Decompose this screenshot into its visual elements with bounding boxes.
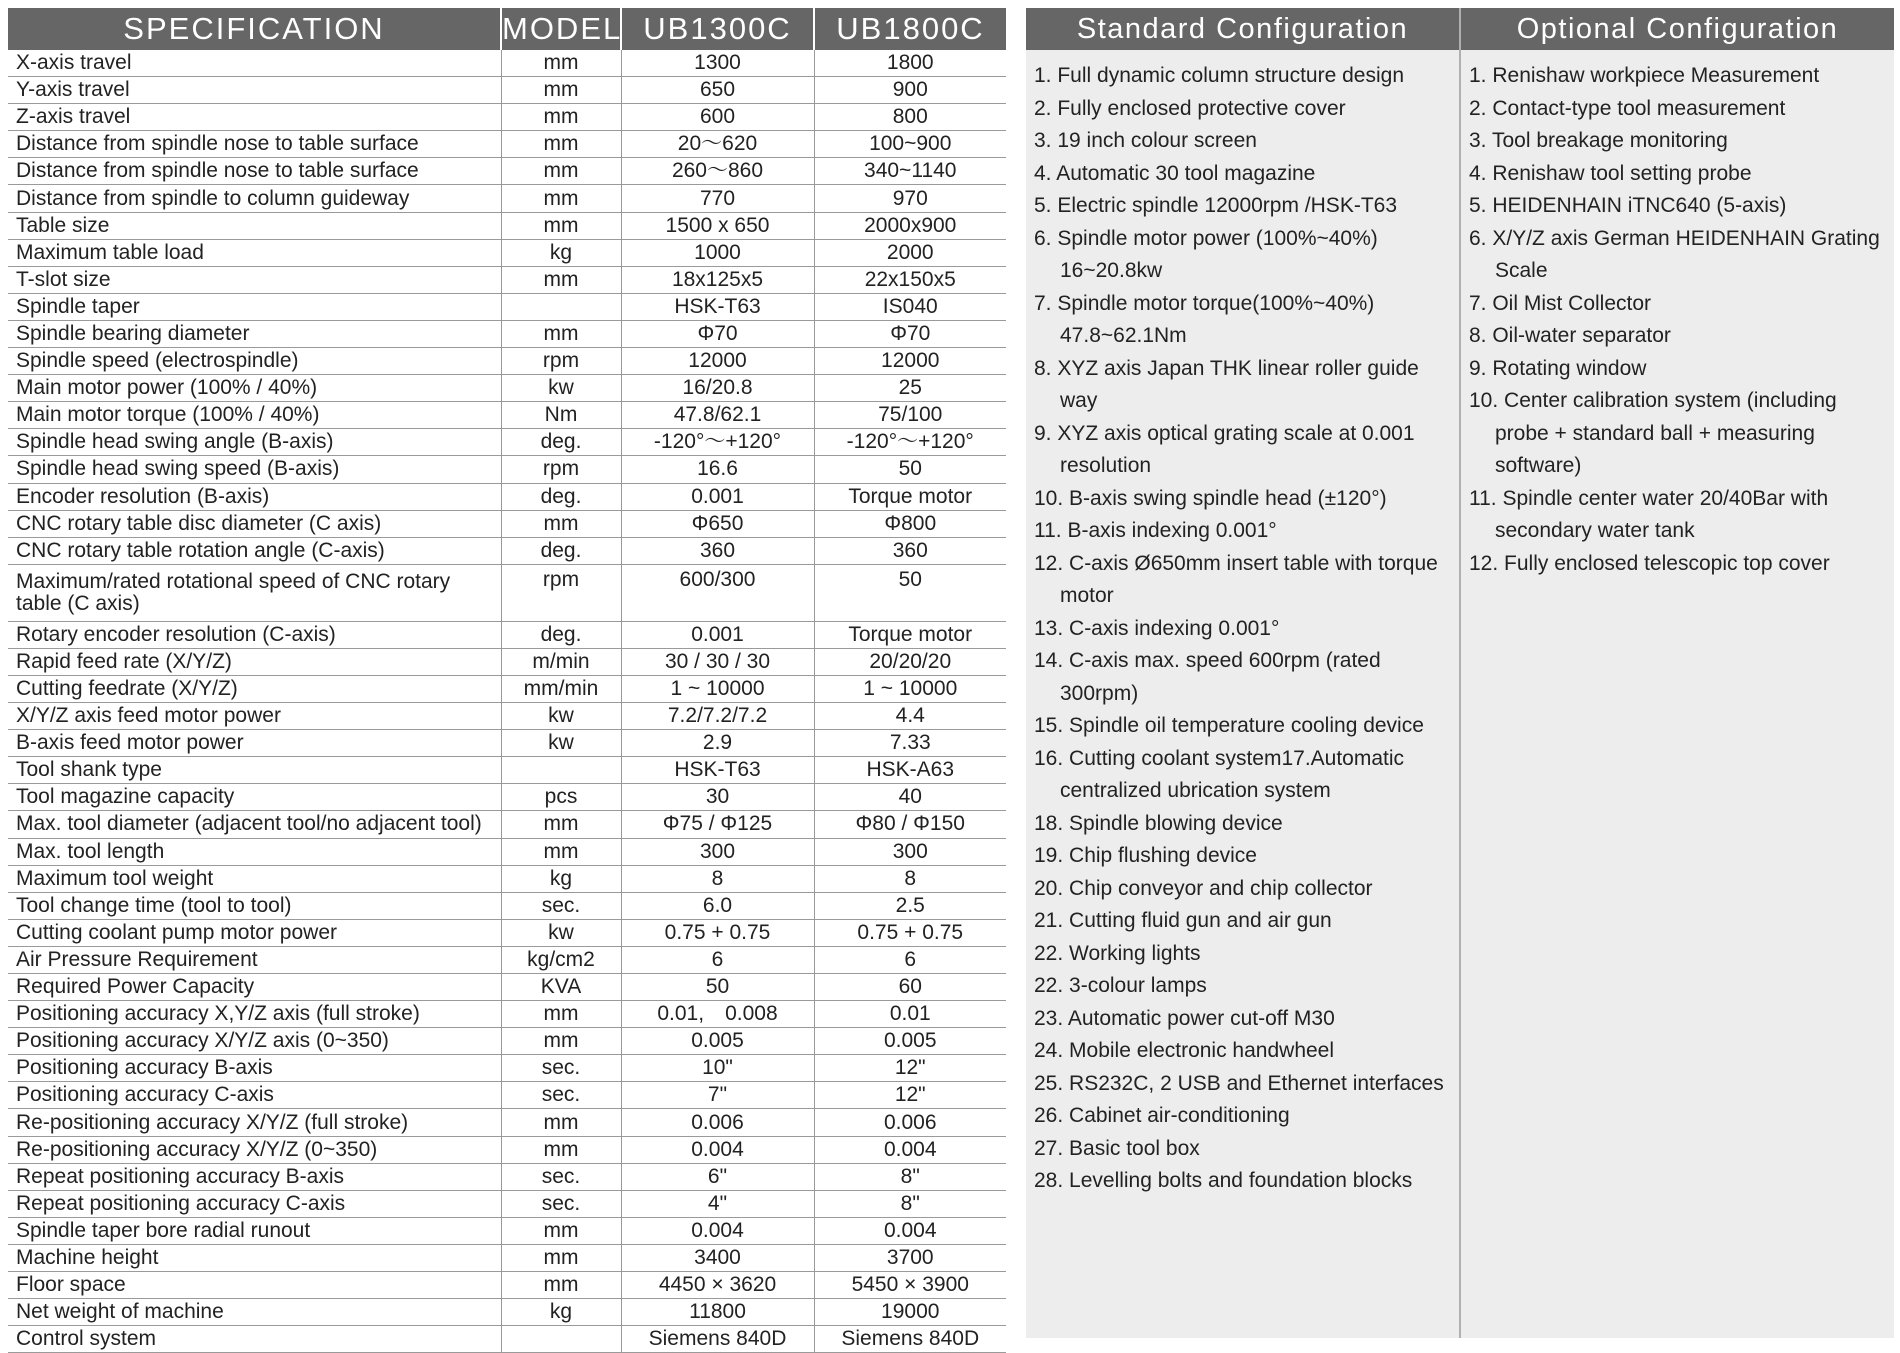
spec-row: [8, 892, 1006, 919]
spec-ub1300c-cell: 600/300: [621, 564, 814, 621]
spec-ub1300c-cell: Φ75 / Φ125: [621, 811, 814, 838]
spec-row: [8, 730, 1006, 757]
spec-ub1300c-cell: Φ70: [621, 320, 814, 347]
optional-config-item: 4. Renishaw tool setting probe: [1469, 161, 1752, 185]
spec-ub1800c-cell: 12": [814, 1082, 1006, 1109]
spec-unit-cell: mm: [501, 1272, 621, 1299]
spec-ub1800c-cell: 2000x900: [814, 212, 1006, 239]
optional-config-item: 12. Fully enclosed telescopic top cover: [1469, 551, 1830, 575]
spec-unit-cell: mm: [501, 1217, 621, 1244]
spec-unit-cell: [501, 293, 621, 320]
spec-name-cell: CNC rotary table disc diameter (C axis): [8, 510, 501, 537]
spec-name-cell: Net weight of machine: [8, 1299, 501, 1326]
spec-ub1300c-cell: 1300: [621, 50, 814, 77]
spec-unit-cell: kw: [501, 703, 621, 730]
spec-name-cell: Positioning accuracy X/Y/Z axis (0~350): [8, 1028, 501, 1055]
spec-ub1300c-cell: 18x125x5: [621, 266, 814, 293]
spec-row: [8, 1272, 1006, 1299]
spec-row: [8, 348, 1006, 375]
spec-ub1300c-cell: 11800: [621, 1299, 814, 1326]
optional-config-item: 2. Contact-type tool measurement: [1469, 96, 1786, 120]
spec-ub1300c-cell: 6.0: [621, 892, 814, 919]
spec-unit-cell: rpm: [501, 456, 621, 483]
spec-name-cell: Maximum tool weight: [8, 865, 501, 892]
spec-ub1300c-cell: 0.004: [621, 1217, 814, 1244]
spec-ub1800c-cell: 0.004: [814, 1136, 1006, 1163]
spec-unit-cell: mm: [501, 811, 621, 838]
spec-unit-cell: mm/min: [501, 675, 621, 702]
spec-row: [8, 648, 1006, 675]
spec-name-cell: Tool magazine capacity: [8, 784, 501, 811]
optional-config-item: 8. Oil-water separator: [1469, 324, 1671, 347]
spec-ub1300c-cell: 6": [621, 1163, 814, 1190]
spec-ub1300c-cell: 0.001: [621, 621, 814, 648]
standard-config-item: 23. Automatic power cut-off M30: [1034, 1006, 1335, 1030]
spec-ub1800c-cell: 12000: [814, 348, 1006, 375]
standard-config-item: 24. Mobile electronic handwheel: [1034, 1039, 1335, 1062]
spec-ub1800c-cell: 25: [814, 375, 1006, 402]
spec-ub1800c-cell: 50: [814, 456, 1006, 483]
spec-row: [8, 1001, 1006, 1028]
spec-ub1300c-cell: 360: [621, 537, 814, 564]
spec-ub1300c-cell: 0.006: [621, 1109, 814, 1136]
spec-ub1300c-cell: 770: [621, 185, 814, 212]
standard-config-item: 7. Spindle motor torque(100%~40%) 47.8~62.1Nm: [1034, 291, 1375, 347]
spec-unit-cell: mm: [501, 1136, 621, 1163]
spec-ub1800c-cell: Torque motor: [814, 483, 1006, 510]
spec-ub1300c-cell: 6: [621, 946, 814, 973]
header-specification: SPECIFICATION: [8, 8, 501, 50]
spec-name-cell: Encoder resolution (B-axis): [8, 483, 501, 510]
spec-unit-cell: mm: [501, 104, 621, 131]
spec-row: [8, 131, 1006, 158]
spec-ub1300c-cell: 4450 × 3620: [621, 1272, 814, 1299]
spec-row: [8, 784, 1006, 811]
standard-configuration-panel: [1026, 8, 1459, 1338]
spec-ub1300c-cell: HSK-T63: [621, 293, 814, 320]
spec-name-cell: Re-positioning accuracy X/Y/Z (full stroke): [8, 1109, 501, 1136]
spec-row: [8, 865, 1006, 892]
spec-unit-cell: kg: [501, 865, 621, 892]
spec-ub1300c-cell: 3400: [621, 1244, 814, 1271]
spec-ub1800c-cell: 60: [814, 974, 1006, 1001]
spec-ub1800c-cell: 1 ~ 10000: [814, 675, 1006, 702]
spec-unit-cell: mm: [501, 50, 621, 77]
spec-ub1300c-cell: 0.01, 0.008: [621, 1001, 814, 1028]
spec-ub1800c-cell: 0.01: [814, 1001, 1006, 1028]
optional-configuration-panel: [1461, 8, 1894, 1338]
spec-ub1800c-cell: 970: [814, 185, 1006, 212]
spec-ub1800c-cell: Φ800: [814, 510, 1006, 537]
spec-name-cell: Machine height: [8, 1244, 501, 1271]
spec-ub1300c-cell: 0.004: [621, 1136, 814, 1163]
optional-config-item: 7. Oil Mist Collector: [1469, 291, 1652, 315]
spec-row: [8, 375, 1006, 402]
spec-unit-cell: mm: [501, 266, 621, 293]
spec-ub1800c-cell: Φ80 / Φ150: [814, 811, 1006, 838]
spec-ub1800c-cell: 75/100: [814, 402, 1006, 429]
spec-name-cell: Tool shank type: [8, 757, 501, 784]
spec-ub1800c-cell: IS040: [814, 293, 1006, 320]
spec-ub1300c-cell: 650: [621, 77, 814, 104]
optional-config-item: 1. Renishaw workpiece Measurement: [1469, 64, 1820, 87]
spec-name-cell: Required Power Capacity: [8, 974, 501, 1001]
spec-ub1300c-cell: 0.005: [621, 1028, 814, 1055]
spec-name-cell: Main motor torque (100% / 40%): [8, 402, 501, 429]
spec-row: [8, 974, 1006, 1001]
spec-unit-cell: kg: [501, 239, 621, 266]
spec-ub1800c-cell: 5450 × 3900: [814, 1272, 1006, 1299]
standard-config-item: 3. 19 inch colour screen: [1034, 129, 1257, 152]
spec-name-cell: Spindle speed (electrospindle): [8, 348, 501, 375]
spec-ub1800c-cell: 8": [814, 1163, 1006, 1190]
spec-ub1300c-cell: 47.8/62.1: [621, 402, 814, 429]
spec-name-cell: Z-axis travel: [8, 104, 501, 131]
spec-ub1800c-cell: 0.005: [814, 1028, 1006, 1055]
spec-ub1800c-cell: Siemens 840D: [814, 1326, 1006, 1353]
standard-config-item: 20. Chip conveyor and chip collector: [1034, 876, 1373, 900]
standard-config-item: 21. Cutting fluid gun and air gun: [1034, 909, 1332, 932]
spec-ub1300c-cell: 8: [621, 865, 814, 892]
spec-name-cell: Maximum/rated rotational speed of CNC rotary table (C axis): [8, 564, 501, 621]
spec-name-cell: Y-axis travel: [8, 77, 501, 104]
spec-row: [8, 510, 1006, 537]
spec-ub1800c-cell: 360: [814, 537, 1006, 564]
spec-unit-cell: pcs: [501, 784, 621, 811]
spec-name-cell: Repeat positioning accuracy B-axis: [8, 1163, 501, 1190]
spec-row: [8, 1028, 1006, 1055]
spec-ub1800c-cell: 8": [814, 1190, 1006, 1217]
spec-name-cell: Rapid feed rate (X/Y/Z): [8, 648, 501, 675]
spec-name-cell: Distance from spindle nose to table surface: [8, 131, 501, 158]
spec-ub1300c-cell: HSK-T63: [621, 757, 814, 784]
optional-config-item: 11. Spindle center water 20/40Bar with secondary water tank: [1469, 486, 1829, 542]
spec-ub1300c-cell: 300: [621, 838, 814, 865]
spec-name-cell: Max. tool length: [8, 838, 501, 865]
spec-row: [8, 1326, 1006, 1353]
spec-ub1300c-cell: 7": [621, 1082, 814, 1109]
standard-config-item: 6. Spindle motor power (100%~40%) 16~20.8kw: [1034, 226, 1378, 282]
spec-ub1300c-cell: 1500 x 650: [621, 212, 814, 239]
spec-unit-cell: mm: [501, 158, 621, 185]
spec-unit-cell: kg/cm2: [501, 946, 621, 973]
standard-configuration-title: Standard Configuration: [1026, 8, 1459, 50]
spec-ub1800c-cell: 7.33: [814, 730, 1006, 757]
spec-unit-cell: kw: [501, 375, 621, 402]
spec-ub1300c-cell: Siemens 840D: [621, 1326, 814, 1353]
spec-row: [8, 483, 1006, 510]
spec-row: [8, 50, 1006, 77]
standard-config-item: 2. Fully enclosed protective cover: [1034, 96, 1346, 120]
standard-config-item: 19. Chip flushing device: [1034, 844, 1257, 867]
spec-ub1800c-cell: 50: [814, 564, 1006, 621]
optional-config-item: 6. X/Y/Z axis German HEIDENHAIN Grating Scale: [1469, 226, 1880, 282]
spec-name-cell: Repeat positioning accuracy C-axis: [8, 1190, 501, 1217]
spec-unit-cell: Nm: [501, 402, 621, 429]
spec-name-cell: Positioning accuracy C-axis: [8, 1082, 501, 1109]
standard-config-item: 22. 3-colour lamps: [1034, 974, 1207, 997]
standard-config-item: 27. Basic tool box: [1034, 1136, 1200, 1160]
spec-ub1300c-cell: 1 ~ 10000: [621, 675, 814, 702]
spec-row: [8, 104, 1006, 131]
standard-config-item: 28. Levelling bolts and foundation blocks: [1034, 1169, 1413, 1192]
spec-ub1800c-cell: Torque motor: [814, 621, 1006, 648]
standard-config-item: 4. Automatic 30 tool magazine: [1034, 161, 1316, 185]
spec-ub1800c-cell: 300: [814, 838, 1006, 865]
spec-name-cell: Table size: [8, 212, 501, 239]
spec-row: [8, 320, 1006, 347]
spec-unit-cell: mm: [501, 1001, 621, 1028]
spec-ub1800c-cell: 2.5: [814, 892, 1006, 919]
spec-row: [8, 1082, 1006, 1109]
spec-unit-cell: mm: [501, 77, 621, 104]
spec-unit-cell: m/min: [501, 648, 621, 675]
spec-unit-cell: mm: [501, 320, 621, 347]
optional-configuration-title: Optional Configuration: [1461, 8, 1894, 50]
header-ub1800c: UB1800C: [814, 8, 1006, 50]
spec-ub1300c-cell: 12000: [621, 348, 814, 375]
spec-row: [8, 1217, 1006, 1244]
spec-ub1300c-cell: Φ650: [621, 510, 814, 537]
spec-row: [8, 1163, 1006, 1190]
spec-row: [8, 429, 1006, 456]
spec-row: [8, 212, 1006, 239]
spec-name-cell: Spindle bearing diameter: [8, 320, 501, 347]
standard-config-item: 25. RS232C, 2 USB and Ethernet interfaces: [1034, 1071, 1444, 1095]
spec-unit-cell: sec.: [501, 892, 621, 919]
spec-ub1300c-cell: 260～860: [621, 158, 814, 185]
spec-unit-cell: mm: [501, 1028, 621, 1055]
spec-name-cell: Max. tool diameter (adjacent tool/no adjacent tool): [8, 811, 501, 838]
spec-unit-cell: kg: [501, 1299, 621, 1326]
spec-row: [8, 1299, 1006, 1326]
spec-unit-cell: sec.: [501, 1082, 621, 1109]
spec-name-cell: T-slot size: [8, 266, 501, 293]
standard-config-item: 11. B-axis indexing 0.001°: [1034, 519, 1277, 542]
spec-unit-cell: KVA: [501, 974, 621, 1001]
standard-config-item: 10. B-axis swing spindle head (±120°): [1034, 486, 1387, 510]
optional-configuration-list: [1461, 50, 1894, 580]
spec-ub1800c-cell: 900: [814, 77, 1006, 104]
spec-ub1300c-cell: 0.001: [621, 483, 814, 510]
spec-row: [8, 946, 1006, 973]
standard-config-item: 18. Spindle blowing device: [1034, 811, 1283, 835]
spec-name-cell: Floor space: [8, 1272, 501, 1299]
optional-config-item: 10. Center calibration system (including probe + standard ball + measuring software): [1469, 389, 1837, 477]
spec-ub1300c-cell: 30: [621, 784, 814, 811]
standard-config-item: 1. Full dynamic column structure design: [1034, 64, 1404, 87]
spec-ub1300c-cell: 16.6: [621, 456, 814, 483]
spec-unit-cell: mm: [501, 185, 621, 212]
spec-unit-cell: sec.: [501, 1190, 621, 1217]
spec-name-cell: Distance from spindle nose to table surface: [8, 158, 501, 185]
spec-row: [8, 1136, 1006, 1163]
spec-name-cell: Positioning accuracy B-axis: [8, 1055, 501, 1082]
spec-ub1800c-cell: 2000: [814, 239, 1006, 266]
spec-name-cell: Spindle taper: [8, 293, 501, 320]
spec-ub1800c-cell: 22x150x5: [814, 266, 1006, 293]
spec-ub1800c-cell: 3700: [814, 1244, 1006, 1271]
spec-ub1300c-cell: 2.9: [621, 730, 814, 757]
spec-ub1800c-cell: 0.004: [814, 1217, 1006, 1244]
spec-unit-cell: deg.: [501, 429, 621, 456]
spec-name-cell: Cutting feedrate (X/Y/Z): [8, 675, 501, 702]
spec-name-cell: Tool change time (tool to tool): [8, 892, 501, 919]
spec-name-cell: CNC rotary table rotation angle (C-axis): [8, 537, 501, 564]
spec-ub1800c-cell: 20/20/20: [814, 648, 1006, 675]
spec-row: [8, 919, 1006, 946]
spec-ub1300c-cell: 1000: [621, 239, 814, 266]
spec-ub1300c-cell: 0.75 + 0.75: [621, 919, 814, 946]
spec-row: [8, 266, 1006, 293]
spec-row: [8, 1055, 1006, 1082]
spec-unit-cell: kw: [501, 919, 621, 946]
standard-config-item: 26. Cabinet air-conditioning: [1034, 1104, 1290, 1127]
spec-name-cell: Cutting coolant pump motor power: [8, 919, 501, 946]
spec-ub1800c-cell: 4.4: [814, 703, 1006, 730]
spec-header-row: [8, 8, 1006, 50]
spec-name-cell: Distance from spindle to column guideway: [8, 185, 501, 212]
header-model: MODEL: [501, 8, 621, 50]
spec-unit-cell: deg.: [501, 537, 621, 564]
spec-ub1300c-cell: 600: [621, 104, 814, 131]
spec-ub1300c-cell: 16/20.8: [621, 375, 814, 402]
spec-unit-cell: mm: [501, 1109, 621, 1136]
spec-unit-cell: sec.: [501, 1055, 621, 1082]
spec-row: [8, 185, 1006, 212]
spec-ub1300c-cell: 10": [621, 1055, 814, 1082]
optional-config-item: 5. HEIDENHAIN iTNC640 (5-axis): [1469, 194, 1787, 217]
standard-config-item: 12. C-axis Ø650mm insert table with torque motor: [1034, 551, 1438, 607]
optional-config-item: 9. Rotating window: [1469, 356, 1647, 380]
spec-name-cell: B-axis feed motor power: [8, 730, 501, 757]
spec-row: [8, 621, 1006, 648]
spec-ub1800c-cell: 1800: [814, 50, 1006, 77]
standard-config-item: 22. Working lights: [1034, 941, 1201, 965]
spec-ub1800c-cell: 340~1140: [814, 158, 1006, 185]
spec-name-cell: Rotary encoder resolution (C-axis): [8, 621, 501, 648]
spec-ub1800c-cell: 0.75 + 0.75: [814, 919, 1006, 946]
spec-ub1800c-cell: HSK-A63: [814, 757, 1006, 784]
spec-ub1800c-cell: 100~900: [814, 131, 1006, 158]
spec-name-cell: Spindle head swing speed (B-axis): [8, 456, 501, 483]
specification-table: [8, 8, 1006, 1353]
spec-name-cell: Maximum table load: [8, 239, 501, 266]
spec-row: [8, 811, 1006, 838]
header-ub1300c: UB1300C: [621, 8, 814, 50]
spec-unit-cell: deg.: [501, 483, 621, 510]
spec-table-body: [8, 50, 1006, 1353]
optional-config-item: 3. Tool breakage monitoring: [1469, 129, 1728, 152]
spec-unit-cell: [501, 1326, 621, 1353]
spec-unit-cell: mm: [501, 510, 621, 537]
spec-ub1800c-cell: 19000: [814, 1299, 1006, 1326]
spec-row: [8, 838, 1006, 865]
spec-row: [8, 239, 1006, 266]
spec-unit-cell: sec.: [501, 1163, 621, 1190]
spec-row: [8, 1244, 1006, 1271]
spec-ub1800c-cell: 40: [814, 784, 1006, 811]
spec-row: [8, 757, 1006, 784]
spec-row: [8, 564, 1006, 621]
spec-ub1300c-cell: 7.2/7.2/7.2: [621, 703, 814, 730]
spec-unit-cell: mm: [501, 131, 621, 158]
spec-row: [8, 402, 1006, 429]
spec-name-cell: X/Y/Z axis feed motor power: [8, 703, 501, 730]
spec-unit-cell: rpm: [501, 348, 621, 375]
spec-row: [8, 1109, 1006, 1136]
spec-unit-cell: [501, 757, 621, 784]
spec-ub1300c-cell: 4": [621, 1190, 814, 1217]
spec-ub1300c-cell: -120°～+120°: [621, 429, 814, 456]
spec-ub1300c-cell: 20～620: [621, 131, 814, 158]
standard-config-item: 9. XYZ axis optical grating scale at 0.001 resolution: [1034, 421, 1415, 477]
spec-ub1300c-cell: 30 / 30 / 30: [621, 648, 814, 675]
spec-ub1300c-cell: 50: [621, 974, 814, 1001]
spec-row: [8, 675, 1006, 702]
spec-ub1800c-cell: -120°～+120°: [814, 429, 1006, 456]
spec-row: [8, 1190, 1006, 1217]
spec-unit-cell: deg.: [501, 621, 621, 648]
spec-ub1800c-cell: 6: [814, 946, 1006, 973]
spec-name-cell: Control system: [8, 1326, 501, 1353]
spec-name-cell: Positioning accuracy X,Y/Z axis (full stroke): [8, 1001, 501, 1028]
spec-unit-cell: mm: [501, 1244, 621, 1271]
standard-configuration-list: [1026, 50, 1459, 1198]
spec-name-cell: Spindle taper bore radial runout: [8, 1217, 501, 1244]
spec-row: [8, 456, 1006, 483]
standard-config-item: 15. Spindle oil temperature cooling device: [1034, 714, 1424, 737]
standard-config-item: 8. XYZ axis Japan THK linear roller guide way: [1034, 356, 1419, 412]
standard-config-item: 14. C-axis max. speed 600rpm (rated 300rpm): [1034, 649, 1381, 705]
spec-unit-cell: mm: [501, 212, 621, 239]
spec-name-cell: Air Pressure Requirement: [8, 946, 501, 973]
spec-ub1800c-cell: 8: [814, 865, 1006, 892]
spec-name-cell: Re-positioning accuracy X/Y/Z (0~350): [8, 1136, 501, 1163]
spec-ub1800c-cell: Φ70: [814, 320, 1006, 347]
spec-row: [8, 703, 1006, 730]
standard-config-item: 5. Electric spindle 12000rpm /HSK-T63: [1034, 194, 1397, 217]
spec-ub1800c-cell: 800: [814, 104, 1006, 131]
standard-config-item: 16. Cutting coolant system17.Automatic centralized ubrication system: [1034, 746, 1405, 802]
spec-ub1800c-cell: 12": [814, 1055, 1006, 1082]
standard-config-item: 13. C-axis indexing 0.001°: [1034, 616, 1280, 640]
spec-row: [8, 158, 1006, 185]
spec-name-cell: Spindle head swing angle (B-axis): [8, 429, 501, 456]
spec-row: [8, 537, 1006, 564]
spec-unit-cell: mm: [501, 838, 621, 865]
spec-unit-cell: rpm: [501, 564, 621, 621]
spec-row: [8, 293, 1006, 320]
spec-row: [8, 77, 1006, 104]
spec-unit-cell: kw: [501, 730, 621, 757]
spec-ub1800c-cell: 0.006: [814, 1109, 1006, 1136]
spec-name-cell: Main motor power (100% / 40%): [8, 375, 501, 402]
spec-name-cell: X-axis travel: [8, 50, 501, 77]
